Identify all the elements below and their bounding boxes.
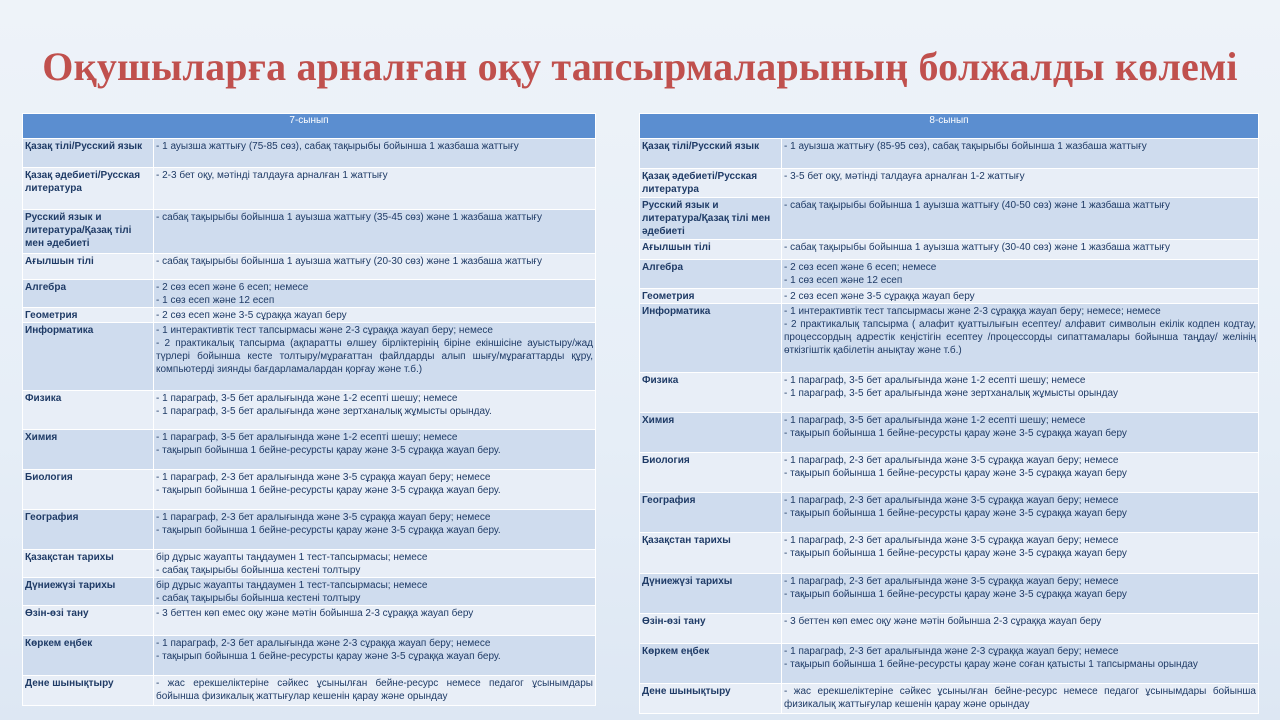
table-row (23, 578, 596, 606)
task-line: - 2 практикалық тапсырма ( алафит қуаттылығын есептеу/ алфавит символын екілік кодпен кодтау, процессордың адрестік кеңістігін есептеу /процессорды сипаттамалары бойынша таңдау/ желінің өткізгіштік қабілетін анықтау және т.б.) (784, 319, 1256, 356)
grade8-table (639, 113, 1259, 714)
task-line: - 1 параграф, 2-3 бет аралығында және 2-3 сұраққа жауап беру; немесе (156, 638, 491, 649)
table-row (23, 430, 596, 470)
task-line: - 2 сөз есеп және 6 есеп; немесе (784, 262, 937, 273)
table-row (23, 510, 596, 550)
task-line: - тақырып бойынша 1 бейне-ресурсты қарау және соған қатысты 1 тапсырманы орындау (784, 659, 1198, 670)
task-line: - 3 беттен көп емес оқу және мәтін бойынша 2-3 сұраққа жауап беру (156, 608, 474, 619)
task-line: - 1 параграф, 3-5 бет аралығында және 1-2 есепті шешу; немесе (156, 393, 458, 404)
tasks-cell (154, 510, 596, 550)
tasks-cell (782, 413, 1259, 453)
tasks-cell (154, 323, 596, 391)
task-line: - тақырып бойынша 1 бейне-ресурсты қарау және 3-5 сұраққа жауап беру (784, 508, 1127, 519)
table-row (23, 210, 596, 254)
table-row (640, 139, 1259, 169)
task-line: - 1 сөз есеп және 12 есеп (156, 295, 275, 306)
table-row (640, 289, 1259, 304)
task-line: - сабақ тақырыбы бойынша кестені толтыру (156, 593, 361, 604)
task-line: - 2-3 бет оқу, мәтінді талдауға арналған 1 жаттығу (156, 170, 388, 181)
task-line: - 1 параграф, 3-5 бет аралығында және 1-2 есепті шешу; немесе (784, 415, 1086, 426)
subject-cell: Ағылшын тілі (640, 240, 782, 260)
table-row (640, 493, 1259, 533)
task-line: - сабақ тақырыбы бойынша 1 ауызша жаттығу (20-30 сөз) және 1 жазбаша жаттығу (156, 256, 543, 267)
table-row (23, 168, 596, 210)
subject-cell: География (23, 510, 154, 550)
task-line: бір дұрыс жауапты таңдаумен 1 тест-тапсырмасы; немесе (156, 580, 428, 591)
subject-cell: Қазақстан тарихы (23, 550, 154, 578)
subject-cell: Дене шынықтыру (640, 684, 782, 714)
tasks-cell (782, 198, 1259, 240)
tasks-cell (154, 430, 596, 470)
tasks-cell (782, 453, 1259, 493)
subject-cell: Русский язык и литература/Қазақ тілі мен әдебиеті (23, 210, 154, 254)
subject-cell: Физика (640, 373, 782, 413)
task-line: - 2 практикалық тапсырма (ақпаратты өлшеу бірліктерінің біріне екіншісіне ауыстыру/жад түрлері бойынша кесте толтыру/мұрағаттан файлдарды алып шығу/мұрағаттарды құру, компьютерді зиянды бағдарламалардан қорғау және т.б.) (156, 338, 593, 375)
subject-cell: Алгебра (640, 260, 782, 289)
tasks-cell (154, 254, 596, 280)
table-row (640, 198, 1259, 240)
task-line: - 1 параграф, 2-3 бет аралығында және 3-5 сұраққа жауап беру; немесе (784, 455, 1119, 466)
table-row (23, 636, 596, 676)
subject-cell: Көркем еңбек (640, 644, 782, 684)
tasks-cell (154, 308, 596, 323)
tasks-cell (154, 578, 596, 606)
task-line: - 1 интерактивтік тест тапсырмасы және 2-3 сұраққа жауап беру; немесе (156, 325, 493, 336)
task-line: - тақырып бойынша 1 бейне-ресурсты қарау және 3-5 сұраққа жауап беру. (156, 525, 501, 536)
tasks-cell (154, 636, 596, 676)
tasks-cell (782, 260, 1259, 289)
tasks-cell (782, 533, 1259, 574)
tasks-cell (782, 614, 1259, 644)
subject-cell: Русский язык и литература/Қазақ тілі мен әдебиеті (640, 198, 782, 240)
table-row (640, 684, 1259, 714)
subject-cell: Қазақ әдебиеті/Русская литература (23, 168, 154, 210)
subject-cell: Биология (23, 470, 154, 510)
tasks-cell (154, 168, 596, 210)
table-row (640, 413, 1259, 453)
tasks-cell (782, 493, 1259, 533)
subject-cell: География (640, 493, 782, 533)
subject-cell: Өзін-өзі тану (640, 614, 782, 644)
tasks-cell (154, 391, 596, 430)
task-line: - сабақ тақырыбы бойынша 1 ауызша жаттығу (30-40 сөз) және 1 жазбаша жаттығу (784, 242, 1171, 253)
grade7-body (23, 139, 596, 706)
task-line: - 1 параграф, 3-5 бет аралығында және зертханалық жұмысты орындау. (156, 406, 492, 417)
tasks-cell (154, 676, 596, 706)
subject-cell: Физика (23, 391, 154, 430)
subject-cell: Информатика (23, 323, 154, 391)
task-line: - 1 параграф, 2-3 бет аралығында және 2-3 сұраққа жауап беру; немесе (784, 646, 1119, 657)
task-line: - тақырып бойынша 1 бейне-ресурсты қарау және 3-5 сұраққа жауап беру. (156, 485, 501, 496)
tasks-cell (154, 139, 596, 168)
task-line: - тақырып бойынша 1 бейне-ресурсты қарау және 3-5 сұраққа жауап беру (784, 428, 1127, 439)
subject-cell: Геометрия (23, 308, 154, 323)
task-line: - 1 параграф, 3-5 бет аралығында және 1-2 есепті шешу; немесе (784, 375, 1086, 386)
task-line: - 1 параграф, 2-3 бет аралығында және 3-5 сұраққа жауап беру; немесе (156, 472, 491, 483)
subject-cell: Қазақстан тарихы (640, 533, 782, 574)
task-line: - жас ерекшеліктеріне сәйкес ұсынылған бейне-ресурс немесе педагог ұсынымдары бойынша физикалық жаттығулар кешенін қарау және орындау (156, 678, 593, 702)
task-line: - сабақ тақырыбы бойынша кестені толтыру (156, 565, 361, 576)
subject-cell: Көркем еңбек (23, 636, 154, 676)
task-line: - 1 параграф, 3-5 бет аралығында және зертханалық жұмысты орындау (784, 388, 1118, 399)
table-row (23, 391, 596, 430)
table-row (640, 614, 1259, 644)
slide-title: Оқушыларға арналған оқу тапсырмаларының болжалды көлемі (42, 44, 1238, 89)
task-line: - 2 сөз есеп және 6 есеп; немесе (156, 282, 309, 293)
task-line: - тақырып бойынша 1 бейне-ресурсты қарау және 3-5 сұраққа жауап беру. (156, 651, 501, 662)
subject-cell: Химия (640, 413, 782, 453)
table-row (640, 169, 1259, 198)
tasks-cell (154, 550, 596, 578)
task-line: - жас ерекшеліктеріне сәйкес ұсынылған бейне-ресурс немесе педагог ұсынымдары бойынша физикалық жаттығулар кешенін қарау және орындау (784, 686, 1256, 710)
tasks-cell (154, 470, 596, 510)
tasks-cell (782, 644, 1259, 684)
tasks-cell (782, 169, 1259, 198)
task-line: - 1 параграф, 2-3 бет аралығында және 3-5 сұраққа жауап беру; немесе (784, 535, 1119, 546)
grade8-body (640, 139, 1259, 714)
subject-cell: Геометрия (640, 289, 782, 304)
task-line: - сабақ тақырыбы бойынша 1 ауызша жаттығу (35-45 сөз) және 1 жазбаша жаттығу (156, 212, 543, 223)
grade7-header: 7-сынып (23, 114, 596, 139)
task-line: - тақырып бойынша 1 бейне-ресурсты қарау және 3-5 сұраққа жауап беру (784, 468, 1127, 479)
subject-cell: Химия (23, 430, 154, 470)
tasks-cell (782, 139, 1259, 169)
task-line: - 3 беттен көп емес оқу және мәтін бойынша 2-3 сұраққа жауап беру (784, 616, 1102, 627)
tasks-cell (154, 280, 596, 308)
table-row (23, 323, 596, 391)
task-line: - 1 ауызша жаттығу (75-85 сөз), сабақ тақырыбы бойынша 1 жазбаша жаттығу (156, 141, 519, 152)
task-line: - 2 сөз есеп және 3-5 сұраққа жауап беру (784, 291, 975, 302)
task-line: - 1 параграф, 2-3 бет аралығында және 3-5 сұраққа жауап беру; немесе (784, 576, 1119, 587)
task-line: - тақырып бойынша 1 бейне-ресурсты қарау және 3-5 сұраққа жауап беру. (156, 445, 501, 456)
table-row (23, 280, 596, 308)
tasks-cell (154, 210, 596, 254)
table-row (640, 260, 1259, 289)
table-row (23, 139, 596, 168)
subject-cell: Ағылшын тілі (23, 254, 154, 280)
table-row (640, 574, 1259, 614)
subject-cell: Қазақ әдебиеті/Русская литература (640, 169, 782, 198)
grade8-header: 8-сынып (640, 114, 1259, 139)
task-line: - 1 сөз есеп және 12 есеп (784, 275, 903, 286)
table-row (640, 453, 1259, 493)
subject-cell: Дүниежүзі тарихы (640, 574, 782, 614)
task-line: - 1 интерактивтік тест тапсырмасы және 2-3 сұраққа жауап беру; немесе; немесе (784, 306, 1161, 317)
subject-cell: Дене шынықтыру (23, 676, 154, 706)
task-line: - 3-5 бет оқу, мәтінді талдауға арналған 1-2 жаттығу (784, 171, 1025, 182)
table-row (640, 644, 1259, 684)
subject-cell: Қазақ тілі/Русский язык (23, 139, 154, 168)
subject-cell: Өзін-өзі тану (23, 606, 154, 636)
tasks-cell (782, 684, 1259, 714)
table-row (23, 606, 596, 636)
tasks-cell (782, 289, 1259, 304)
table-row (23, 470, 596, 510)
subject-cell: Қазақ тілі/Русский язык (640, 139, 782, 169)
table-row (640, 373, 1259, 413)
tasks-cell (782, 304, 1259, 373)
subject-cell: Дүниежүзі тарихы (23, 578, 154, 606)
table-row (640, 533, 1259, 574)
task-line: - 1 ауызша жаттығу (85-95 сөз), сабақ тақырыбы бойынша 1 жазбаша жаттығу (784, 141, 1147, 152)
table-row (23, 550, 596, 578)
table-row (23, 308, 596, 323)
subject-cell: Алгебра (23, 280, 154, 308)
table-row (23, 254, 596, 280)
task-line: - сабақ тақырыбы бойынша 1 ауызша жаттығу (40-50 сөз) және 1 жазбаша жаттығу (784, 200, 1171, 211)
table-row (640, 240, 1259, 260)
tasks-cell (782, 574, 1259, 614)
table-row (640, 304, 1259, 373)
tasks-cell (154, 606, 596, 636)
table-row (23, 676, 596, 706)
tasks-cell (782, 240, 1259, 260)
task-line: - 1 параграф, 2-3 бет аралығында және 3-5 сұраққа жауап беру; немесе (156, 512, 491, 523)
subject-cell: Информатика (640, 304, 782, 373)
task-line: - тақырып бойынша 1 бейне-ресурсты қарау және 3-5 сұраққа жауап беру (784, 589, 1127, 600)
task-line: - тақырып бойынша 1 бейне-ресурсты қарау және 3-5 сұраққа жауап беру (784, 548, 1127, 559)
task-line: - 2 сөз есеп және 3-5 сұраққа жауап беру (156, 310, 347, 321)
tasks-cell (782, 373, 1259, 413)
subject-cell: Биология (640, 453, 782, 493)
task-line: - 1 параграф, 3-5 бет аралығында және 1-2 есепті шешу; немесе (156, 432, 458, 443)
grade7-table (22, 113, 596, 706)
task-line: - 1 параграф, 2-3 бет аралығында және 3-5 сұраққа жауап беру; немесе (784, 495, 1119, 506)
task-line: бір дұрыс жауапты таңдаумен 1 тест-тапсырмасы; немесе (156, 552, 428, 563)
